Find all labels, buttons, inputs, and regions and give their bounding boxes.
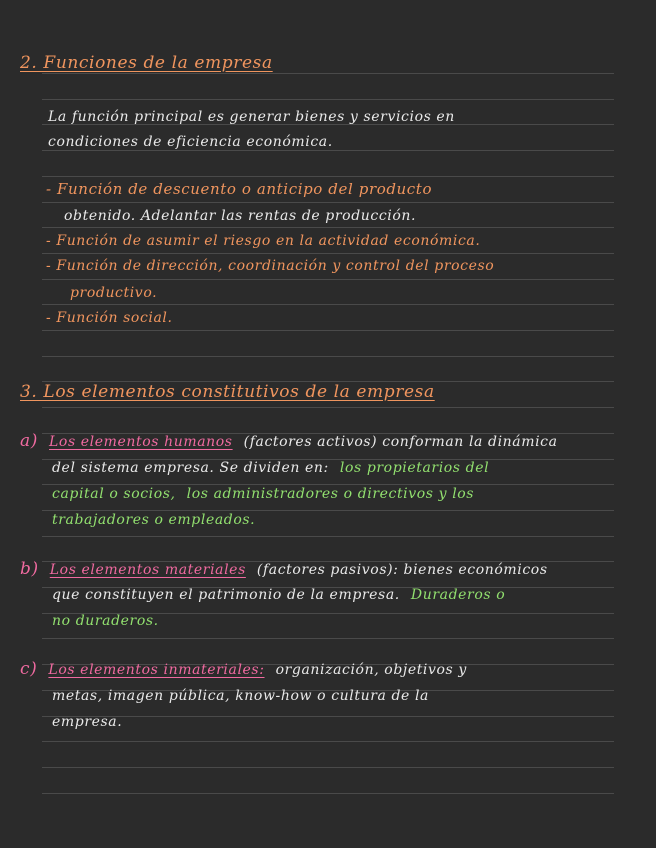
item-a-line-2-green: los propietarios del (339, 460, 490, 476)
bullet-1-line-2: obtenido. Adelantar las rentas de producción. (64, 208, 417, 224)
ruled-line (42, 99, 614, 100)
item-b-rest-1: (factores pasivos): bienes económicos (256, 562, 548, 578)
item-c-heading: Los elementos inmateriales: (48, 662, 265, 678)
item-b-heading: Los elementos materiales (49, 562, 246, 578)
item-a-line-4: trabajadores o empleados. (52, 512, 256, 528)
ruled-line (42, 330, 614, 331)
item-a-marker: a) (20, 431, 38, 451)
item-b-line-1 (20, 560, 656, 579)
ruled-line (42, 279, 614, 280)
ruled-line (42, 407, 614, 408)
ruled-line (42, 73, 614, 74)
item-b-line-3: no duraderos. (52, 613, 159, 629)
bullet-4: - Función social. (46, 310, 173, 326)
bullet-3-line-1: - Función de dirección, coordinación y control del proceso (46, 258, 495, 274)
section-2-title (20, 54, 656, 72)
bullet-2: - Función de asumir el riesgo en la actividad económica. (46, 233, 481, 249)
ruled-line (42, 227, 614, 228)
item-a-line-3-green-2: los administradores o directivos y los (186, 486, 475, 502)
ruled-line (42, 304, 614, 305)
item-a-rest-1: (factores activos) conforman la dinámica (243, 434, 558, 450)
item-a-line-3-green-1: capital o socios, (52, 486, 176, 502)
section-3-title-text: 3. Los elementos constitutivos de la empresa (20, 382, 435, 402)
section-2-title-text: 2. Funciones de la empresa (20, 53, 273, 73)
item-a-line-1 (20, 432, 656, 451)
bullet-3-line-2: productivo. (70, 285, 158, 301)
ruled-line (42, 536, 614, 537)
item-c-line-3: empresa. (52, 714, 123, 730)
item-a-line-2-white: del sistema empresa. Se dividen en: (52, 460, 329, 476)
item-b-line-2-white: que constituyen el patrimonio de la empresa. (52, 587, 400, 603)
ruled-line (42, 253, 614, 254)
item-a-line-2 (52, 459, 656, 477)
item-c-rest-1: organización, objetivos y (275, 662, 467, 678)
intro-line-1: La función principal es generar bienes y servicios en (48, 109, 455, 125)
ruled-line (42, 202, 614, 203)
item-b-line-2-green: Duraderos o (410, 587, 506, 603)
ruled-line (42, 767, 614, 768)
item-c-marker: c) (20, 659, 38, 679)
bullet-1-line-1: - Función de descuento o anticipo del producto (46, 180, 433, 198)
ruled-line (42, 638, 614, 639)
ruled-line (42, 356, 614, 357)
item-c-line-1 (20, 660, 656, 679)
item-a-heading: Los elementos humanos (49, 434, 233, 450)
intro-line-2: condiciones de eficiencia económica. (48, 134, 333, 150)
section-3-title (20, 383, 656, 401)
ruled-line (42, 793, 614, 794)
item-c-line-2: metas, imagen pública, know-how o cultura de la (52, 688, 430, 704)
item-a-line-3 (52, 485, 656, 503)
ruled-line (42, 741, 614, 742)
item-b-marker: b) (20, 559, 39, 579)
ruled-line (42, 176, 614, 177)
item-b-line-2 (52, 586, 656, 604)
